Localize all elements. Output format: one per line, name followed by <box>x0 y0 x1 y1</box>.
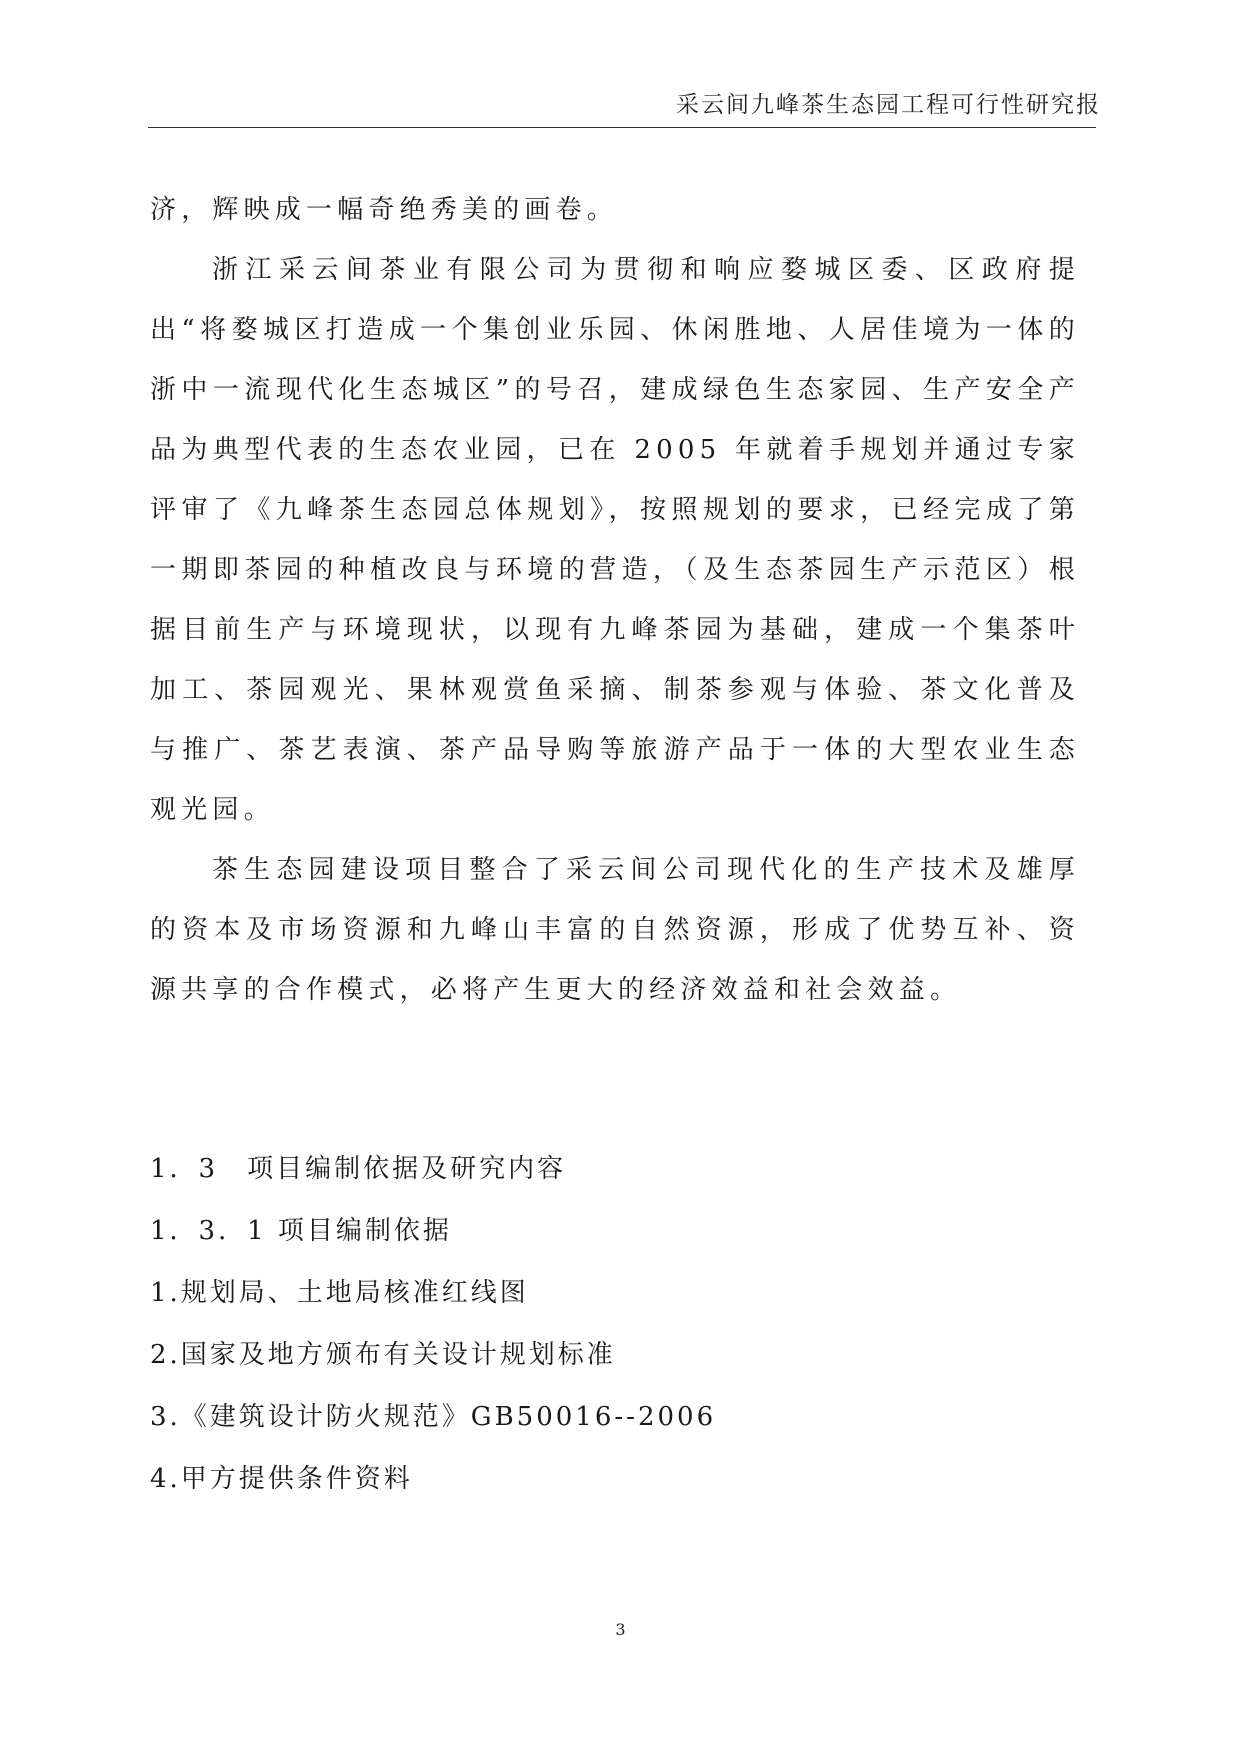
paragraph-company-plan: 浙江采云间茶业有限公司为贯彻和响应婺城区委、区政府提出“将婺城区打造成一个集创业乐园、休闲胜地、人居佳境为一体的浙中一流现代化生态城区”的号召，建成绿色生态家园、生产安全产品为典型代表的生态农业园，已在 2005 年就着手规划并通过专家评审了《九峰茶生态园总体规划》，按照规划的要求，已经完成了第一期即茶园的种植改良与环境的营造，（及生态茶园生产示范区）根据目前生产与环境现状，以现有九峰茶园为基础，建成一个集茶叶加工、茶园观光、果林观赏鱼采摘、制茶参观与体验、茶文化普及与推广、茶艺表演、茶产品导购等旅游产品于一体的大型农业生态观光园。 <box>150 255 1080 825</box>
section-heading: 1．3 项目编制依据及研究内容 <box>150 1154 567 1184</box>
subsection-heading: 1．3．1 项目编制依据 <box>150 1216 452 1246</box>
list-item: 4.甲方提供条件资料 <box>150 1464 413 1494</box>
paragraph-continuation: 济，辉映成一幅奇绝秀美的画卷。 <box>150 195 619 225</box>
paragraph-project-integration: 茶生态园建设项目整合了采云间公司现代化的生产技术及雄厚的资本及市场资源和九峰山丰富的自然资源，形成了优势互补、资源共享的合作模式，必将产生更大的经济效益和社会效益。 <box>150 855 1080 1005</box>
page-number: 3 <box>615 1620 626 1639</box>
header-rule <box>148 127 1096 128</box>
section-basis <box>150 1138 1080 1510</box>
body-text <box>150 180 1080 1020</box>
running-header: 采云间九峰茶生态园工程可行性研究报 <box>676 92 1101 118</box>
list-item: 3.《建筑设计防火规范》GB50016--2006 <box>150 1402 717 1432</box>
list-item: 2.国家及地方颁布有关设计规划标准 <box>150 1340 616 1370</box>
list-item: 1.规划局、土地局核准红线图 <box>150 1278 529 1308</box>
